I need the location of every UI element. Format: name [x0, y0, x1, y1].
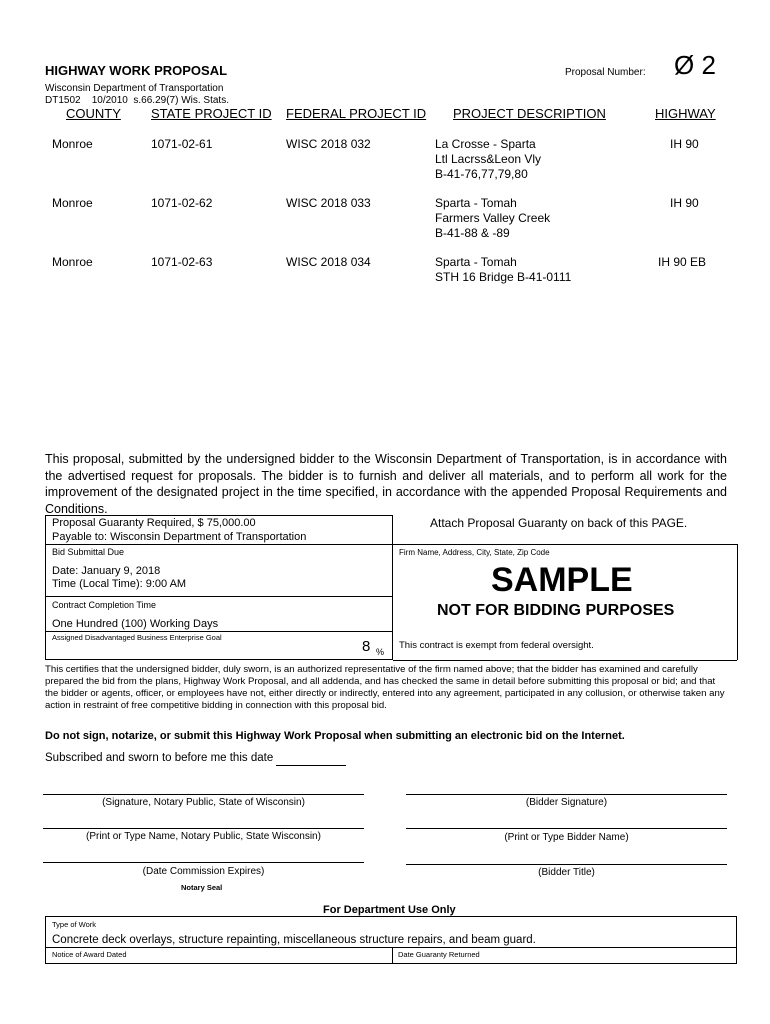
row-description-line: STH 16 Bridge B-41-0111 [435, 270, 572, 284]
col-header-highway: HIGHWAY [655, 106, 716, 121]
intro-paragraph: This proposal, submitted by the undersigned bidder to the Wisconsin Department of Transportation, is in accordance with the advertised request for proposals. The bidder is to furnish and deliver all materials, and to perform all work for the improvement of the designated project in the time specified, in accordance with the appended Proposal Requirements and Conditions. [45, 452, 727, 516]
dbe-goal-label: Assigned Disadvantaged Business Enterprise Goal [52, 633, 222, 642]
certification-text: This certifies that the undersigned bidder, duly sworn, is an authorized representative of the firm named above; that the bidder has examined and carefully prepared the bid from the plans, Highway Work Proposal, and all addenda, and has checked the same in detail before submitting this proposal or bid; and that the bidder or agents, officer, or employees have not, either directly or indirectly, entered into any agreement, participated in any collusion, or otherwise taken any action in restraint of free competitive bidding in connection with this proposal bid. [45, 664, 725, 711]
notice-of-award-label: Notice of Award Dated [52, 950, 127, 959]
not-for-bidding-notice: NOT FOR BIDDING PURPOSES [437, 602, 675, 619]
notary-signature-line[interactable] [43, 794, 364, 795]
row-description-line: La Crosse - Sparta [435, 137, 536, 151]
bid-due-time: Time (Local Time): 9:00 AM [52, 578, 187, 590]
row-state-id: 1071-02-63 [151, 255, 213, 269]
electronic-bid-warning: Do not sign, notarize, or submit this Highway Work Proposal when submitting an electronic bid on the Internet. [45, 730, 625, 742]
completion-time-label: Contract Completion Time [52, 600, 157, 610]
bidder-name-caption: (Print or Type Bidder Name) [504, 832, 629, 843]
type-of-work-label: Type of Work [52, 920, 97, 929]
col-header-county: COUNTY [66, 106, 121, 121]
row-county: Monroe [52, 255, 93, 269]
federal-exempt-note: This contract is exempt from federal oversight. [399, 640, 594, 651]
notary-name-line[interactable] [43, 828, 364, 829]
divider [737, 544, 738, 660]
row-description-line: B-41-76,77,79,80 [435, 167, 528, 181]
row-federal-id: WISC 2018 033 [286, 196, 371, 210]
divider [45, 631, 393, 632]
sample-watermark: SAMPLE [491, 561, 633, 599]
bidder-signature-caption: (Bidder Signature) [525, 797, 608, 808]
bid-due-label: Bid Submittal Due [52, 547, 125, 557]
bidder-signature-line[interactable] [406, 794, 727, 795]
bid-due-date: Date: January 9, 2018 [52, 565, 161, 577]
completion-time-value: One Hundred (100) Working Days [52, 618, 219, 630]
sworn-date-line[interactable] [276, 765, 346, 766]
guaranty-amount: Proposal Guaranty Required, $ 75,000.00 [52, 517, 256, 529]
guaranty-payable: Payable to: Wisconsin Department of Transportation [52, 531, 307, 543]
col-header-state-project-id: STATE PROJECT ID [151, 106, 272, 121]
row-state-id: 1071-02-62 [151, 196, 213, 210]
col-header-federal-project-id: FEDERAL PROJECT ID [286, 106, 427, 121]
row-county: Monroe [52, 196, 93, 210]
bidder-title-line[interactable] [406, 864, 727, 865]
commission-date-caption: (Date Commission Expires) [142, 866, 265, 877]
department-use-title: For Department Use Only [323, 904, 456, 916]
divider [45, 947, 737, 948]
row-description-line: Sparta - Tomah [435, 255, 517, 269]
row-description-line: Ltl Lacrss&Leon Vly [435, 152, 542, 166]
attach-guaranty-note: Attach Proposal Guaranty on back of this PAGE. [430, 516, 688, 530]
row-description-line: Farmers Valley Creek [435, 211, 551, 225]
form-reference: DT1502 10/2010 s.66.29(7) Wis. Stats. [45, 95, 229, 106]
department-name: Wisconsin Department of Transportation [45, 83, 224, 94]
row-description-line: Sparta - Tomah [435, 196, 517, 210]
notary-name-caption: (Print or Type Name, Notary Public, State Wisconsin) [86, 831, 321, 842]
dbe-goal-unit: % [376, 647, 385, 657]
subscribed-sworn-text: Subscribed and sworn to before me this date [45, 752, 274, 764]
row-highway: IH 90 EB [658, 255, 707, 269]
row-federal-id: WISC 2018 034 [286, 255, 371, 269]
divider [392, 947, 393, 964]
proposal-number-label: Proposal Number: [565, 67, 646, 78]
divider [393, 660, 737, 661]
row-federal-id: WISC 2018 032 [286, 137, 371, 151]
divider [45, 544, 737, 545]
row-highway: IH 90 [670, 137, 699, 151]
page-title: HIGHWAY WORK PROPOSAL [45, 63, 228, 78]
row-highway: IH 90 [670, 196, 699, 210]
row-county: Monroe [52, 137, 93, 151]
commission-date-line[interactable] [43, 862, 364, 863]
row-state-id: 1071-02-61 [151, 137, 213, 151]
bidder-title-caption: (Bidder Title) [538, 867, 595, 878]
bidder-name-line[interactable] [406, 828, 727, 829]
notary-signature-caption: (Signature, Notary Public, State of Wisconsin) [102, 797, 305, 808]
firm-info-label: Firm Name, Address, City, State, Zip Code [399, 548, 550, 557]
col-header-project-description: PROJECT DESCRIPTION [453, 106, 606, 121]
divider [45, 596, 393, 597]
proposal-number: Ø 2 [674, 50, 716, 80]
type-of-work-value: Concrete deck overlays, structure repainting, miscellaneous structure repairs, and beam guard. [52, 934, 536, 946]
notary-seal-label: Notary Seal [181, 883, 223, 892]
row-description-line: B-41-88 & -89 [435, 226, 510, 240]
dbe-goal-value: 8 [362, 638, 371, 655]
date-guaranty-returned-label: Date Guaranty Returned [398, 950, 480, 959]
